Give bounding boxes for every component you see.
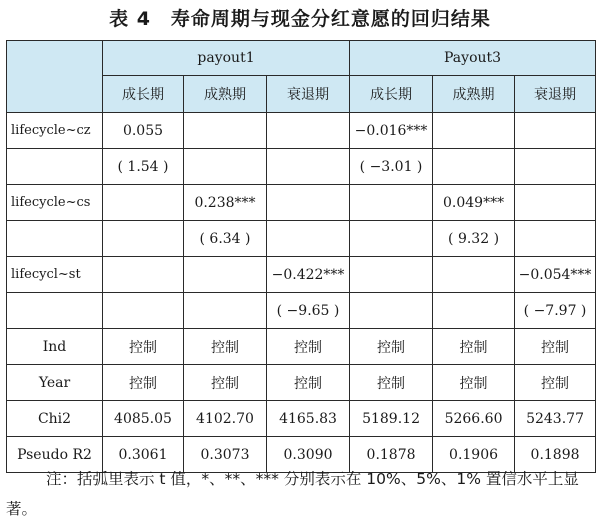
table-cell: 0.049*** xyxy=(433,185,515,221)
table-cell xyxy=(184,293,267,329)
table-cell xyxy=(350,293,433,329)
table-cell: 0.1906 xyxy=(433,437,515,473)
table-row xyxy=(7,365,596,401)
table-cell: 0.3073 xyxy=(184,437,267,473)
table-cell: ( −9.65 ) xyxy=(267,293,350,329)
table-cell: 5266.60 xyxy=(433,401,515,437)
table-cell xyxy=(267,149,350,185)
table-row xyxy=(7,293,596,329)
table-cell: −0.422*** xyxy=(267,257,350,293)
table-row xyxy=(7,185,596,221)
table-cell: 0.055 xyxy=(103,113,184,149)
stage-header: 成长期 xyxy=(350,76,433,113)
table-cell: 控制 xyxy=(433,365,515,401)
table-cell xyxy=(350,185,433,221)
table-cell xyxy=(103,257,184,293)
table-cell: 控制 xyxy=(433,329,515,365)
row-label xyxy=(7,221,103,257)
table-cell: ( −7.97 ) xyxy=(515,293,596,329)
table-cell: 0.1898 xyxy=(515,437,596,473)
table-cell: 控制 xyxy=(184,329,267,365)
table-cell: ( 1.54 ) xyxy=(103,149,184,185)
table-cell xyxy=(350,257,433,293)
table-cell: −0.016*** xyxy=(350,113,433,149)
stage-header: 成长期 xyxy=(103,76,184,113)
table-cell: 0.1878 xyxy=(350,437,433,473)
table-cell xyxy=(433,113,515,149)
row-label xyxy=(7,293,103,329)
table-cell xyxy=(515,149,596,185)
table-cell xyxy=(267,185,350,221)
row-label: Year xyxy=(7,365,103,401)
stage-header: 衰退期 xyxy=(267,76,350,113)
table-row xyxy=(7,149,596,185)
table-cell xyxy=(515,221,596,257)
table-cell xyxy=(103,221,184,257)
table-title: 表 4 寿命周期与现金分红意愿的回归结果 xyxy=(109,8,491,30)
group-header: payout1 xyxy=(103,41,350,76)
row-label xyxy=(7,149,103,185)
table-cell: 控制 xyxy=(515,329,596,365)
table-cell xyxy=(267,113,350,149)
table-note: 注：括弧里表示 t 值，*、**、*** 分别表示在 10%、5%、1% 置信水平上显著。 xyxy=(6,470,579,518)
table-cell: 5189.12 xyxy=(350,401,433,437)
row-label: Ind xyxy=(7,329,103,365)
table-cell: 控制 xyxy=(267,329,350,365)
table-cell: ( 6.34 ) xyxy=(184,221,267,257)
table-cell xyxy=(433,293,515,329)
table-cell xyxy=(433,257,515,293)
table-cell: 控制 xyxy=(184,365,267,401)
table-row xyxy=(7,257,596,293)
table-cell xyxy=(184,149,267,185)
table-cell xyxy=(350,221,433,257)
table-cell: 4085.05 xyxy=(103,401,184,437)
table-cell xyxy=(267,221,350,257)
table-cell: 控制 xyxy=(267,365,350,401)
table-cell: ( −3.01 ) xyxy=(350,149,433,185)
table-row xyxy=(7,221,596,257)
table-cell: 控制 xyxy=(103,365,184,401)
table-cell: −0.054*** xyxy=(515,257,596,293)
row-label: lifecycle~cs xyxy=(7,185,103,221)
table-cell: 0.3090 xyxy=(267,437,350,473)
stage-header: 成熟期 xyxy=(433,76,515,113)
table-cell: 4165.83 xyxy=(267,401,350,437)
table-row xyxy=(7,401,596,437)
table-cell xyxy=(103,185,184,221)
row-label: lifecycl~st xyxy=(7,257,103,293)
table-cell: ( 9.32 ) xyxy=(433,221,515,257)
row-label: Pseudo R2 xyxy=(7,437,103,473)
table-cell: 0.238*** xyxy=(184,185,267,221)
table-cell xyxy=(184,113,267,149)
table-cell: 控制 xyxy=(350,329,433,365)
table-cell: 控制 xyxy=(350,365,433,401)
row-label: Chi2 xyxy=(7,401,103,437)
stage-header: 成熟期 xyxy=(184,76,267,113)
row-label: lifecycle~cz xyxy=(7,113,103,149)
table-row xyxy=(7,329,596,365)
table-row xyxy=(7,113,596,149)
table-cell xyxy=(515,185,596,221)
table-cell xyxy=(184,257,267,293)
table-cell: 控制 xyxy=(515,365,596,401)
table-cell: 控制 xyxy=(103,329,184,365)
group-header: Payout3 xyxy=(350,41,596,76)
table-cell: 4102.70 xyxy=(184,401,267,437)
table-cell: 0.3061 xyxy=(103,437,184,473)
corner-cell xyxy=(7,41,103,113)
table-cell xyxy=(515,113,596,149)
table-cell xyxy=(103,293,184,329)
stage-header: 衰退期 xyxy=(515,76,596,113)
table-cell: 5243.77 xyxy=(515,401,596,437)
table-cell xyxy=(433,149,515,185)
regression-table xyxy=(6,40,596,473)
